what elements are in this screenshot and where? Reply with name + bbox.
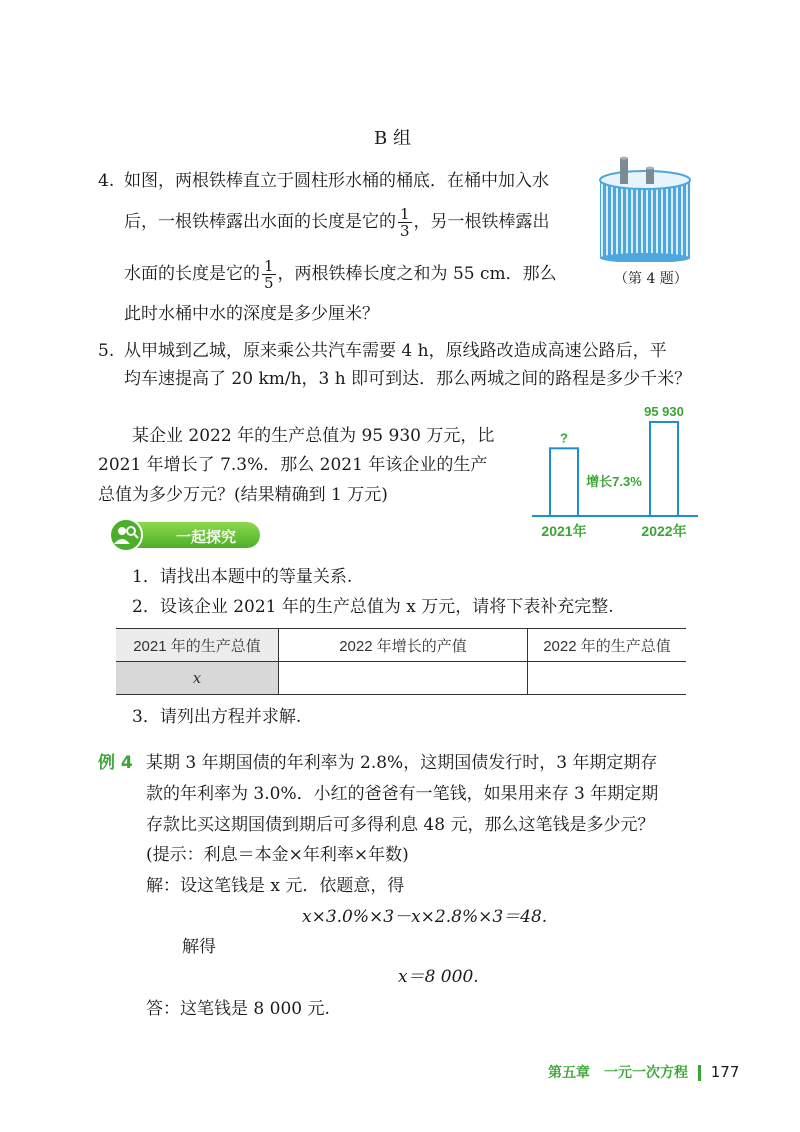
explore-item-3: 3．请列出方程并求解. bbox=[132, 707, 302, 727]
example-text-line: 存款比买这期国债到期后可多得利息 48 元，那么这笔钱是多少元？ bbox=[146, 815, 655, 835]
table-cell-blank[interactable] bbox=[279, 662, 528, 695]
text-fragment: 水面的长度是它的 bbox=[124, 264, 260, 284]
explore-item-1: 1．请找出本题中的等量关系. bbox=[132, 567, 353, 587]
table-cell: x bbox=[116, 662, 279, 695]
chart-bar bbox=[550, 448, 578, 516]
bucket-illustration bbox=[596, 154, 694, 262]
page-number: 177 bbox=[710, 1063, 740, 1081]
chapter-footer bbox=[548, 1062, 739, 1082]
figure-caption: （第 4 题） bbox=[614, 271, 688, 287]
chart-bar bbox=[650, 422, 678, 516]
solution-line: 解：设这笔钱是 x 元．依题意，得 bbox=[146, 876, 405, 896]
fraction-numerator: 1 bbox=[264, 257, 274, 275]
intro-line: 总值为多少万元？(结果精确到 1 万元) bbox=[98, 485, 388, 505]
problem-text-line: 如图，两根铁棒直立于圆柱形水桶的桶底．在桶中加入水 bbox=[124, 171, 549, 191]
explore-item-2: 2．设该企业 2021 年的生产总值为 x 万元，请将下表补充完整. bbox=[132, 597, 614, 617]
solution-line: 解得 bbox=[182, 937, 216, 957]
example-label: 例 4 bbox=[98, 753, 133, 773]
group-title: B 组 bbox=[374, 128, 411, 149]
problem-number: 5. bbox=[98, 341, 115, 361]
water-surface bbox=[600, 171, 690, 189]
chart-annotation: 增长7.3% bbox=[586, 474, 642, 489]
example-hint: (提示：利息＝本金×年利率×年数) bbox=[146, 845, 409, 865]
footer-divider bbox=[698, 1065, 701, 1081]
answer-line: 答：这笔钱是 8 000 元. bbox=[146, 999, 330, 1019]
chart-category-label: 2022年 bbox=[641, 523, 687, 539]
problem-text-line bbox=[124, 258, 557, 291]
fraction-denominator: 3 bbox=[400, 222, 410, 240]
fraction-one-third bbox=[398, 206, 412, 239]
text-fragment: ，另一根铁棒露出 bbox=[413, 212, 550, 232]
iron-rod bbox=[646, 168, 654, 184]
table-header-cell: 2022 年的生产总值 bbox=[528, 629, 687, 662]
intro-line: 2021 年增长了 7.3%．那么 2021 年该企业的生产 bbox=[98, 455, 488, 475]
problem-text-line: 均车速提高了 20 km/h，3 h 即可到达．那么两城之间的路程是多少千米？ bbox=[124, 369, 692, 389]
problem-number: 4. bbox=[98, 171, 115, 191]
chapter-title: 第五章 一元一次方程 bbox=[548, 1065, 688, 1081]
table-cell-blank[interactable] bbox=[528, 662, 687, 695]
fraction-numerator: 1 bbox=[400, 205, 410, 223]
iron-rod bbox=[620, 158, 628, 184]
equation-2: x＝8 000. bbox=[398, 967, 479, 987]
fill-in-table bbox=[116, 628, 686, 695]
fraction-denominator: 5 bbox=[264, 274, 274, 292]
explore-title: 一起探究 bbox=[176, 528, 237, 546]
bucket-body bbox=[600, 180, 690, 258]
fraction-one-fifth bbox=[262, 258, 276, 291]
intro-line: 某企业 2022 年的生产总值为 95 930 万元，比 bbox=[132, 426, 495, 446]
growth-bar-chart bbox=[530, 400, 700, 542]
text-fragment: 后，一根铁棒露出水面的长度是它的 bbox=[124, 212, 396, 232]
example-text-line: 款的年利率为 3.0%．小红的爸爸有一笔钱，如果用来存 3 年期定期 bbox=[146, 784, 659, 804]
text-fragment: ，两根铁棒长度之和为 55 cm．那么 bbox=[277, 264, 557, 284]
problem-text-line: 从甲城到乙城，原来乘公共汽车需要 4 h，原线路改造成高速公路后，平 bbox=[124, 341, 667, 361]
table-header-row bbox=[116, 629, 686, 662]
problem-text-line: 此时水桶中水的深度是多少厘米？ bbox=[124, 304, 379, 324]
problem-text-line bbox=[124, 206, 550, 239]
table-header-cell: 2022 年增长的产值 bbox=[279, 629, 528, 662]
explore-badge bbox=[102, 518, 262, 552]
chart-category-label: 2021年 bbox=[541, 523, 587, 539]
table-row bbox=[116, 662, 686, 695]
chart-data-label: 95 930 bbox=[644, 404, 684, 419]
example-text-line: 某期 3 年期国债的年利率为 2.8%，这期国债发行时，3 年期定期存 bbox=[146, 753, 658, 773]
equation-1: x×3.0%×3－x×2.8%×3＝48. bbox=[302, 907, 548, 927]
table-header-cell: 2021 年的生产总值 bbox=[116, 629, 279, 662]
people-search-icon bbox=[106, 518, 156, 552]
chart-data-label: ? bbox=[560, 430, 568, 446]
